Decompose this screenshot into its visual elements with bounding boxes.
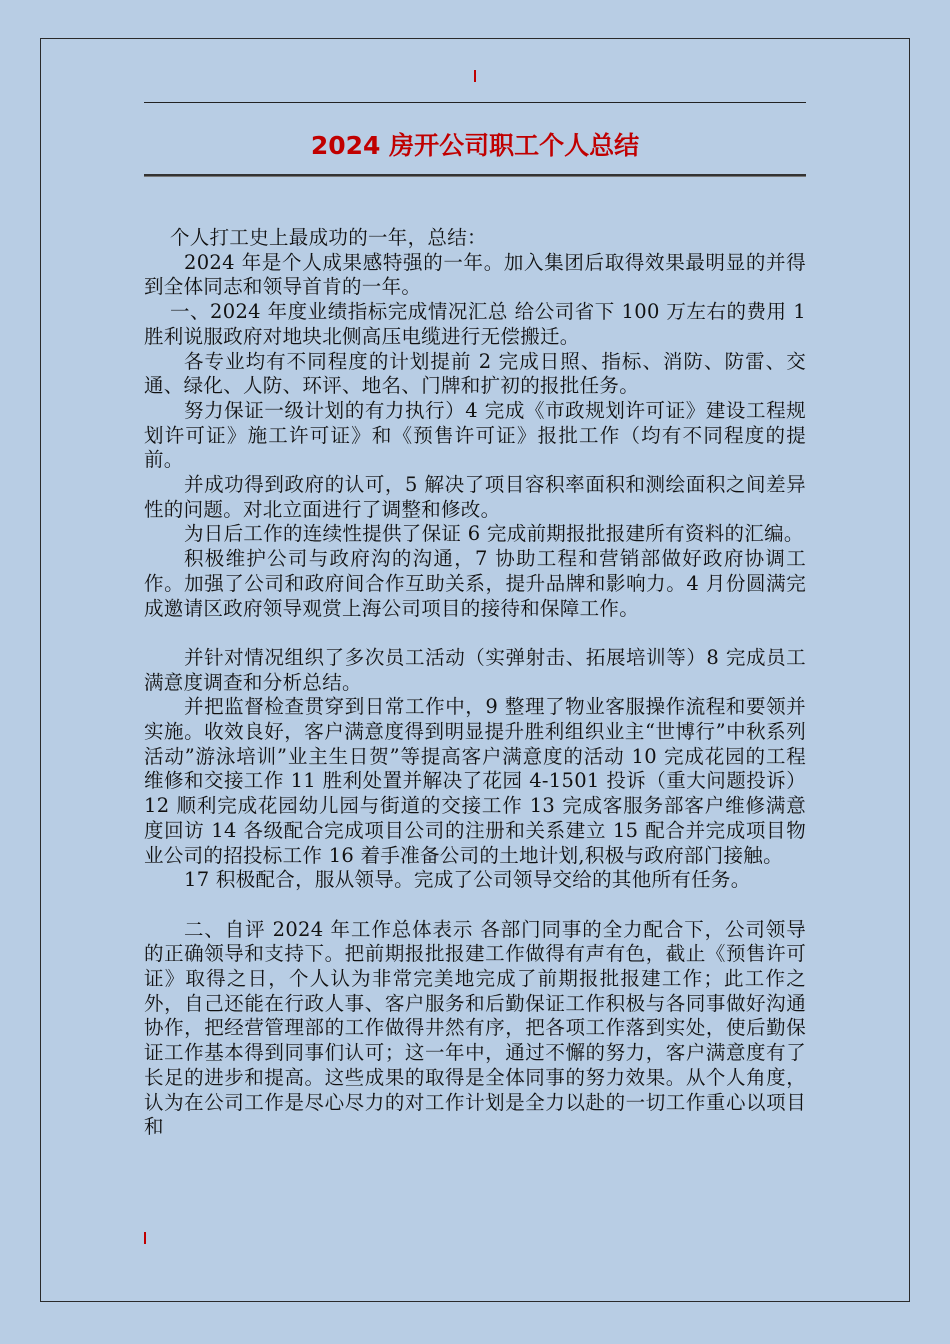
title-rule: [144, 174, 806, 176]
paragraph: 为日后工作的连续性提供了保证 6 完成前期报批报建所有资料的汇编。: [184, 522, 804, 546]
document-body: [144, 226, 806, 1140]
paragraph: 积极维护公司与政府沟的沟通，7 协助工程和营销部做好政府协调工作。加强了公司和政府间合作互助关系，提升品牌和影响力。4 月份圆满完成邀请区政府领导观赏上海公司项目的接待和保障工作。: [144, 547, 806, 620]
paragraph: 并把监督检查贯穿到日常工作中，9 整理了物业客服操作流程和要领并实施。收效良好，客户满意度得到明显提升胜利组织业主“世博行”中秋系列活动”游泳培训”业主生日贺”等提高客户满意度的活动 10 完成花园的工程维修和交接工作 11 胜利处置并解决了花园 4-1501 投诉（重大问题投诉） 12 顺利完成花园幼儿园与街道的交接工作 13 完成客服务部客户维修满意度回访 14 各级配合完成项目公司的注册和关系建立 15 配合并完成项目物业公司的招投标工作 16 着手准备公司的土地计划,积极与政府部门接触。: [144, 695, 806, 867]
paragraph: 2024 年是个人成果感特强的一年。加入集团后取得效果最明显的并得到全体同志和领导首肯的一年。: [144, 250, 806, 299]
section-heading-paragraph: 二、自评 2024 年工作总体表示 各部门同事的全力配合下，公司领导的正确领导和支持下。把前期报批报建工作做得有声有色，截止《预售许可证》取得之日，个人认为非常完美地完成了前期报批报建工作；此工作之外，自己还能在行政人事、客户服务和后勤保证工作积极与各同事做好沟通协作，把经营管理部的工作做得井然有序，把各项工作落到实处，使后勤保证工作基本得到同事们认可；这一年中，通过不懈的努力，客户满意度有了长足的进步和提高。这些成果的取得是全体同事的努力效果。从个人角度，认为在公司工作是尽心尽力的对工作计划是全力以赴的一切工作重心以项目和: [144, 917, 806, 1139]
paragraph: 并针对情况组织了多次员工活动（实弹射击、拓展培训等）8 完成员工满意度调查和分析总结。: [144, 645, 806, 694]
section-heading-paragraph: 一、2024 年度业绩指标完成情况汇总 给公司省下 100 万左右的费用 1 胜利说服政府对地块北侧高压电缆进行无偿搬迁。: [144, 300, 806, 348]
header-rule: [144, 102, 806, 103]
footer-cursor-mark: [144, 1232, 146, 1244]
document-title: 2024 房开公司职工个人总结: [310, 131, 640, 160]
header-cursor-mark: [474, 70, 476, 82]
paragraph: 17 积极配合，服从领导。完成了公司领导交给的其他所有任务。: [184, 868, 751, 892]
paragraph-intro: 个人打工史上最成功的一年，总结：: [170, 226, 487, 249]
paragraph: 各专业均有不同程度的计划提前 2 完成日照、指标、消防、防雷、交通、绿化、人防、环评、地名、门牌和扩初的报批任务。: [144, 349, 806, 398]
paragraph: 努力保证一级计划的有力执行）4 完成《市政规划许可证》建设工程规划许可证》施工许可证》和《预售许可证》报批工作（均有不同程度的提前。: [144, 398, 806, 472]
paragraph: 并成功得到政府的认可，5 解决了项目容积率面积和测绘面积之间差异性的问题。对北立面进行了调整和修改。: [144, 473, 806, 521]
